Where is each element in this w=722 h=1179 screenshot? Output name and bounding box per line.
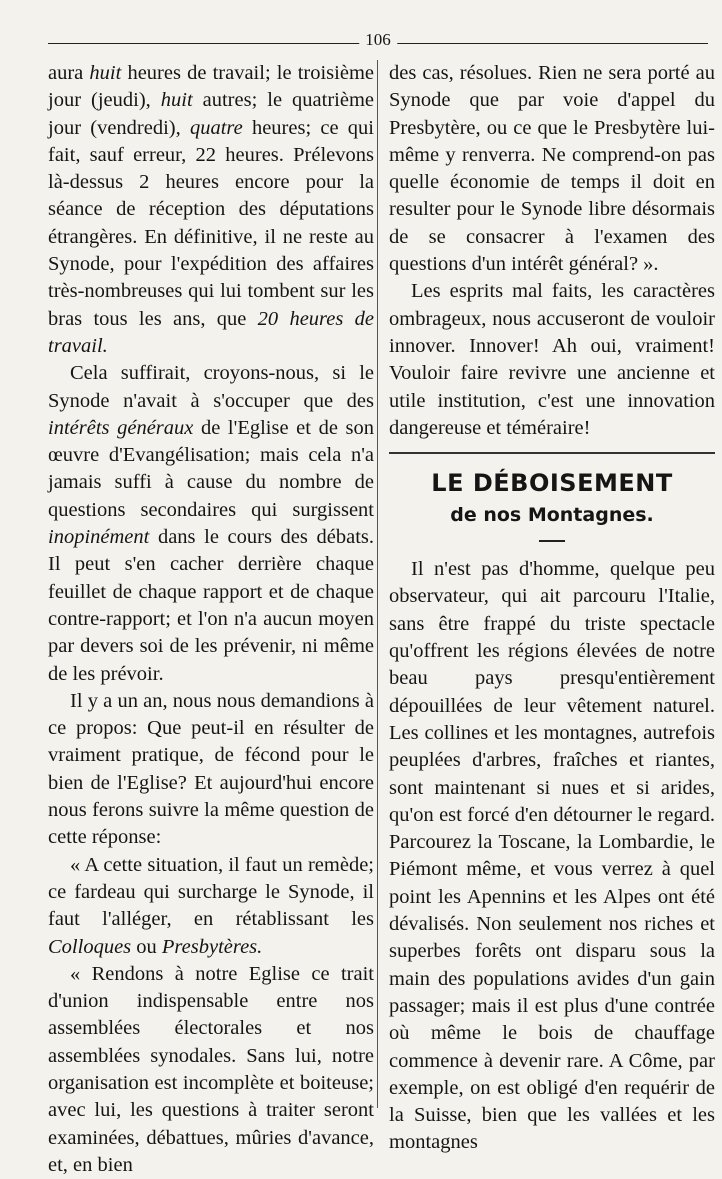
article-title: LE DÉBOISEMENT	[431, 469, 673, 498]
right-column	[389, 60, 715, 1157]
column-divider	[377, 60, 378, 1108]
right-paragraph-3: Il n'est pas d'homme, quelque peu observateur, qui ait parcouru l'Italie, sans être frappé du triste spectacle qu'offrent les régions élevées de notre beau pays presqu'entièrement dépouillées de leur vêtement naturel. Les collines et les montagnes, autrefois peuplées d'arbres, fraîches et riantes, sont maintenant si nues et si arides, qu'on est forcé d'en détourner le regard. Parcourez la Toscane, la Lombardie, le Piémont même, et vous verrez à quel point les Apennins et les Alpes ont été dévalisés. Non seulement nos riches et superbes forêts ont disparu sous la main des populations avides d'un gain passager; mais il est plus d'une contrée où même le bois de chauffage commence à devenir rare. A Côme, par exemple, on est obligé d'en requérir de la Suisse, bien que les vallées et les montagnes	[389, 558, 715, 1154]
left-column	[48, 60, 374, 1179]
left-paragraph-3: Il y a un an, nous nous demandions à ce propos: Que peut-il en résulter de vraiment pratique, de fécond pour le bien de l'Eglise? Et aujourd'hui encore nous ferons suivre la même question de cette réponse:	[48, 689, 374, 849]
left-paragraph-5: « Rendons à notre Eglise ce trait d'union indispensable entre nos assemblées électorales et nos assemblées synodales. Sans lui, notre organisation est incomplète et boiteuse; avec lui, les questions à traiter seront examinées, débattues, mûries d'avance, et, en bien	[48, 962, 374, 1176]
article-subtitle: de nos Montagnes.	[450, 504, 654, 527]
left-paragraph-4: « A cette situation, il faut un remède; ce fardeau qui surcharge le Synode, il faut l'alléger, en rétablissant les Colloques ou Presbytères.	[48, 853, 374, 958]
page-header	[48, 30, 708, 54]
page-number: 106	[359, 30, 397, 50]
section-rule	[389, 452, 715, 454]
right-paragraph-1: des cas, résolues. Rien ne sera porté au Synode que par voie d'appel du Presbytère, ou ce que le Presbytère lui-même y renverra. Ne comprend-on pas quelle économie de temps il doit en resulter pour le Synode libre désormais de se consacrer à l'examen des questions d'un intérêt général? ».	[389, 62, 715, 276]
title-dash	[539, 540, 565, 542]
right-paragraph-2: Les esprits mal faits, les caractères ombrageux, nous accuseront de vouloir innover. Innover! Ah oui, vraiment! Vouloir faire revivre une ancienne et utile institution, c'est une innovation dangereuse et téméraire!	[389, 280, 715, 439]
left-paragraph-1: aura huit heures de travail; le troisième jour (jeudi), huit autres; le quatrième jour (vendredi), quatre heures; ce qui fait, sauf erreur, 22 heures. Prélevons là-dessus 2 heures encore pour la séance de réception des députations étrangères. En définitive, il ne reste au Synode, pour l'expédition des affaires très-nombreuses qui lui tombent sur les bras tous les ans, que 20 heures de travail.	[48, 62, 374, 357]
left-paragraph-2: Cela suffirait, croyons-nous, si le Synode n'avait à s'occuper que des intérêts généraux de l'Eglise et de son œuvre d'Evangélisation; mais cela n'a jamais suffi à cause du nombre de questions secondaires qui surgissent inopinément dans le cours des débats. Il peut s'en cacher derrière chaque feuillet de chaque rapport et de chaque contre-rapport; et l'on n'a aucun moyen par devers soi de les prévenir, ni même de les prévoir.	[48, 362, 374, 685]
